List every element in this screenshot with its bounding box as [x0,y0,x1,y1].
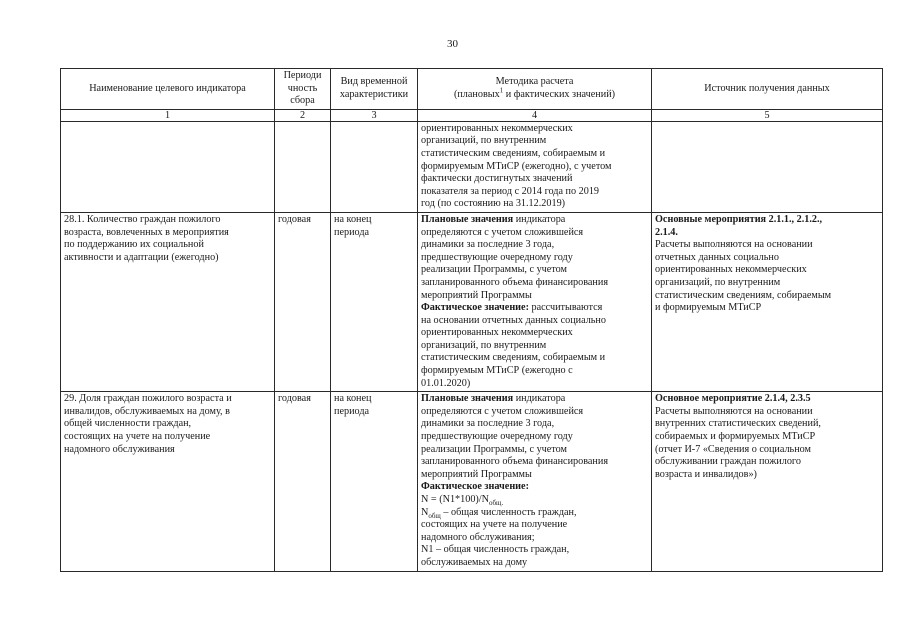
column-number: 5 [652,109,883,121]
column-number: 3 [331,109,418,121]
column-number: 4 [418,109,652,121]
time-characteristic-cell: на конец периода [331,392,418,571]
indicator-table [60,68,883,572]
data-source-cell: Основное мероприятие 2.1.4, 2.3.5 Расчеты выполняются на основании внутренних статистических сведений, собираемых и формируемых МТиСР (отчет И-7 «Сведения о социальном обслуживании граждан пожилого возраста и инвалидов») [652,392,883,571]
table-row [61,121,883,212]
header-row [61,69,883,110]
indicator-name-cell: 28.1. Количество граждан пожилого возраста, вовлеченных в мероприятия по поддержанию их социальной активности и адаптации (ежегодно) [61,212,275,391]
frequency-cell [275,121,331,212]
source-activities: Основное мероприятие 2.1.4, 2.3.5 [655,393,811,405]
formula: $N = (N1*100)/N_{общ.}$ [421,494,504,508]
column-number-row [61,109,883,121]
header-frequency: Периоди чность сбора [275,69,331,110]
table-row [61,392,883,571]
method-cell: Плановые значения индикатора определяются с учетом сложившейся динамики за последние 3 года, предшествующие очередному году реализации Программы, с учетом запланированного объема финансирования мероприятий Программы Фактическое значение: рассчитываются на основании отчетных данных социально ориентированных некоммерческих организаций, по внутренним статистическим сведениям, собираемым и формируемым МТиСР (ежегодно с 01.01.2020) [418,212,652,391]
frequency-cell: годовая [275,212,331,391]
fact-label: Фактическое значение: [421,302,529,314]
data-source-cell [652,121,883,212]
fact-label: Фактическое значение: [421,481,529,493]
column-number: 2 [275,109,331,121]
column-number: 1 [61,109,275,121]
header-indicator-name: Наименование целевого индикатора [61,69,275,110]
time-characteristic-cell [331,121,418,212]
footnote-mark: 1 [499,86,504,95]
indicator-name-cell: 29. Доля граждан пожилого возраста и инвалидов, обслуживаемых на дому, в общей численности граждан, состоящих на учете на получение надомного обслуживания [61,392,275,571]
table-row [61,212,883,391]
frequency-cell: годовая [275,392,331,571]
header-time-characteristic: Вид временной характеристики [331,69,418,110]
method-cell: ориентированных некоммерческих организаций, по внутренним статистическим сведениям, собираемым и формируемым МТиСР (ежегодно), с учетом фактически достигнутых значений показателя за период с 2014 года по 2019 год (по состоянию на 31.12.2019) [418,121,652,212]
plan-label: Плановые значения [421,393,514,405]
data-source-cell: Основные мероприятия 2.1.1., 2.1.2., 2.1.4. Расчеты выполняются на основании отчетных данных социально ориентированных некоммерческих организаций, по внутренним статистическим сведениям, собираемым и формируемым МТиСР [652,212,883,391]
header-method: Методика расчета (плановых$^1$ и фактических значений) [418,69,652,110]
time-characteristic-cell: на конец периода [331,212,418,391]
header-data-source: Источник получения данных [652,69,883,110]
plan-label: Плановые значения [421,213,514,225]
source-activities: Основные мероприятия 2.1.1., 2.1.2., [655,213,823,225]
indicator-name-cell [61,121,275,212]
method-cell: Плановые значения индикатора определяются с учетом сложившейся динамики за последние 3 года, предшествующие очередному году реализации Программы, с учетом запланированного объема финансирования мероприятий Программы Фактическое значение: $N = (N1*100)/N_{общ.}$ $N_{общ}$ – общая численность граждан, состоящих на учете на получение надомного обслуживания; N1 – общая численность граждан, обслуживаемых на дому [418,392,652,571]
page-number: 30 [447,38,458,50]
